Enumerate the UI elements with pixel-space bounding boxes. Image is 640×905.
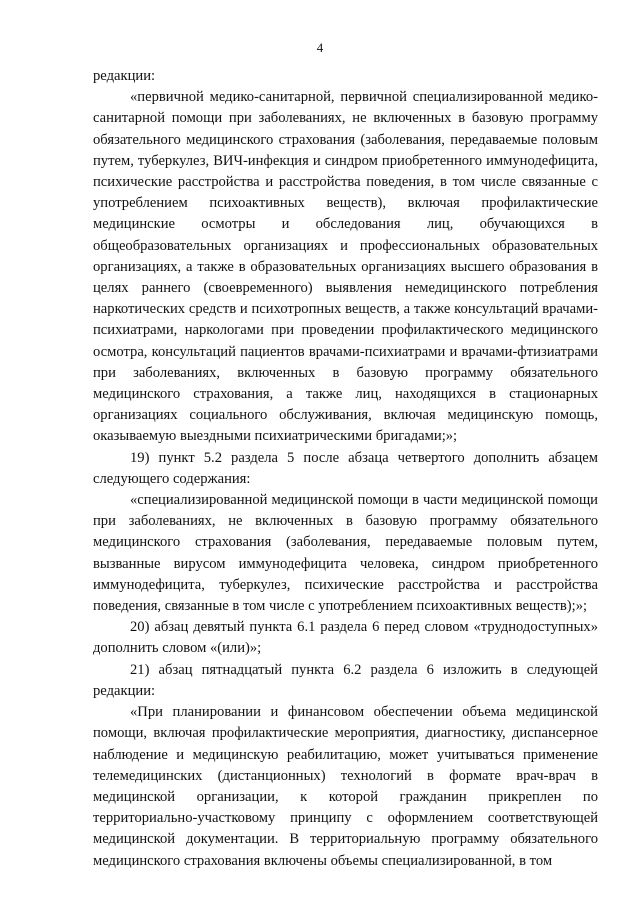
paragraph-quoted-primary-care: «первичной медико-санитарной, первичной специализированной медико-санитарной помощи при заболеваниях, не включенных в базовую программу обязательного медицинского страхования (заболевания, передаваемые половым путем, туберкулез, ВИЧ-инфекция и синдром приобретенного иммунодефицита, психические расстройства и расстройства поведения, в том числе связанные с употреблением психоактивных веществ), включая профилактические медицинские осмотры и обследования лиц, обучающихся в общеобразовательных организациях и профессиональных образовательных организациях, а также в образовательных организациях высшего образования в целях раннего (своевременного) выявления немедицинского потребления наркотических средств и психотропных веществ, а также консультаций врачами-психиатрами, наркологами при проведении профилактического медицинского осмотра, консультаций пациентов врачами-психиатрами и врачами-фтизиатрами при заболеваниях, включенных в базовую программу обязательного медицинского страхования, а также лиц, находящихся в стационарных организациях социального обслуживания, включая медицинскую помощь, оказываемую выездными психиатрическими бригадами;»; [93,89,598,445]
paragraph-item-21: 21) абзац пятнадцатый пункта 6.2 раздела 6 изложить в следующей редакции: [93,661,598,699]
paragraph-item-19: 19) пункт 5.2 раздела 5 после абзаца четвертого дополнить абзацем следующего содержания: [93,449,598,487]
paragraph-item-20: 20) абзац девятый пункта 6.1 раздела 6 перед словом «труднодоступных» дополнить словом «(или)»; [93,619,598,657]
paragraph-continuation: редакции: [93,68,156,84]
paragraph-quoted-specialized-care: «специализированной медицинской помощи в части медицинской помощи при заболеваниях, не включенных в базовую программу обязательного медицинского страхования (заболевания, передаваемые половым путем, вызванные вирусом иммунодефицита человека, синдром приобретенного иммунодефицита, туберкулез, психические расстройства и расстройства поведения, связанные в том числе с употреблением психоактивных веществ);»; [93,492,598,615]
page-number: 4 [316,40,324,55]
document-body [93,66,598,872]
paragraph-quoted-planning: «При планировании и финансовом обеспечении объема медицинской помощи, включая профилактические мероприятия, диагностику, диспансерное наблюдение и медицинскую реабилитацию, может учитываться применение телемедицинских (дистанционных) технологий в формате врач-врач в медицинской организации, к которой гражданин прикреплен по территориально-участковому принципу с оформлением соответствующей медицинской документации. В территориальную программу обязательного медицинского страхования включены объемы специализированной, в том [93,704,598,869]
